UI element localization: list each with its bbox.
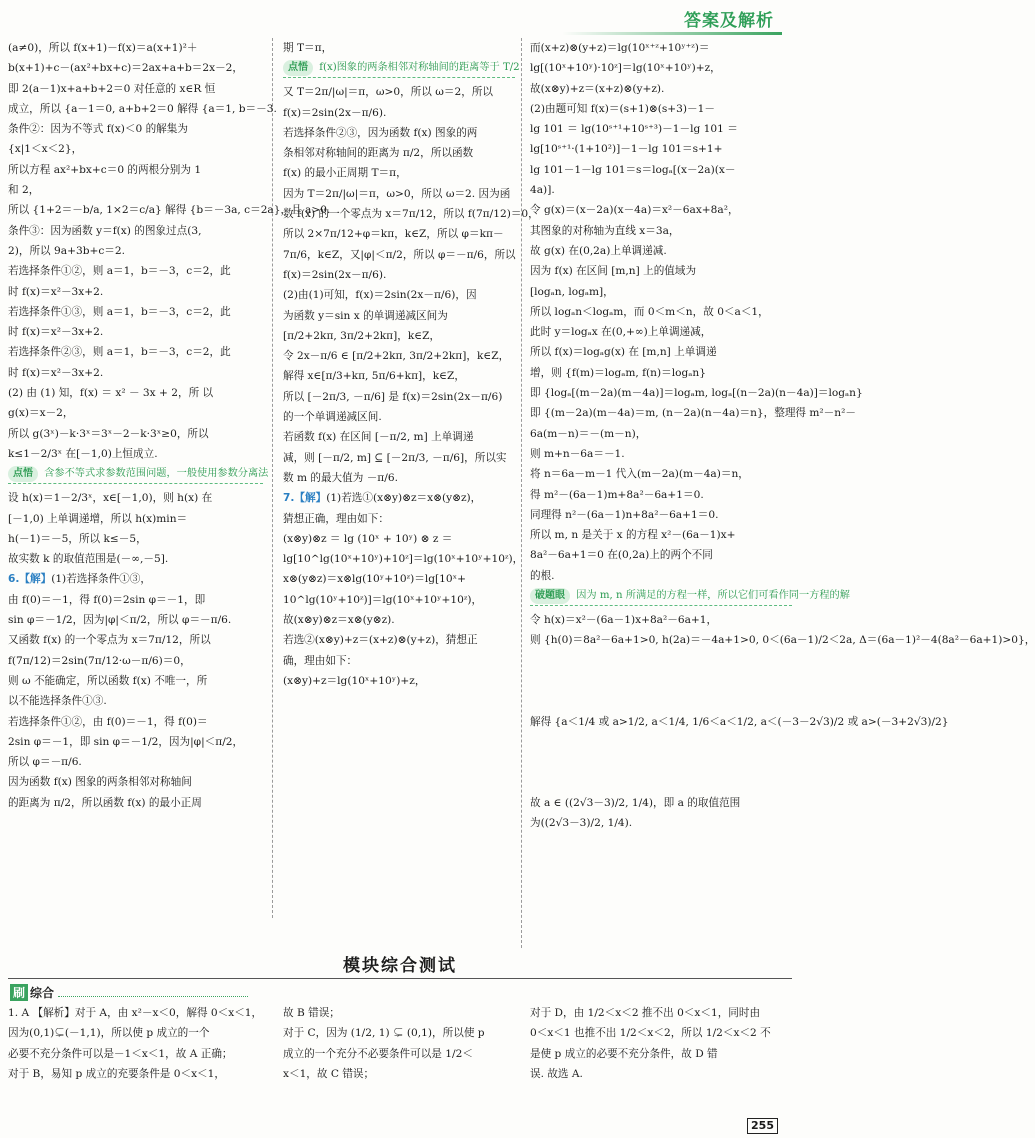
text-line: 所以 g(3ˣ)－k·3ˣ＝3ˣ－2－k·3ˣ≥0，所以 xyxy=(8,427,209,440)
section-badge: 刷 xyxy=(10,984,28,1001)
text-line: 6a(m－n)＝－(m－n)， xyxy=(530,427,647,440)
text-line: 对于 C，因为 (1/2, 1) ⊊ (0,1)，所以使 p xyxy=(283,1027,485,1040)
solution-text xyxy=(8,590,263,813)
text-line: 由 f(0)＝－1，得 f(0)＝2sin φ＝－1，即 xyxy=(8,593,206,606)
text-line: lg[(10ˣ+10ʸ)·10ᶻ]＝lg(10ˣ+10ʸ)+z， xyxy=(530,62,721,75)
text-line: f(x)＝2sin(2x－π/6). xyxy=(283,106,387,119)
text-line: 将 n＝6a－m－1 代入(m－2a)(m－4a)＝n， xyxy=(530,468,749,481)
text-line: 因为函数 f(x) 图象的两条相邻对称轴间 xyxy=(8,776,192,789)
text-line xyxy=(530,752,792,772)
text-line: 令 2x－π/6 ∈ [π/2+2kπ, 3π/2+2kπ]，k∈Z， xyxy=(283,350,510,363)
text-line xyxy=(530,772,792,792)
text-line: 得 m²－(6a－1)m+8a²－6a+1＝0. xyxy=(530,488,704,501)
section-title: 模块综合测试 xyxy=(343,956,457,976)
tip-box xyxy=(8,466,269,484)
tip-tag: 破题眼 xyxy=(530,588,570,604)
text-line: 误. 故选 A. xyxy=(530,1067,583,1080)
text-line: 所以 φ＝－π/6. xyxy=(8,756,82,769)
header-rule xyxy=(562,32,782,35)
text-line: f(7π/12)＝2sin(7π/12·ω－π/6)＝0， xyxy=(8,654,191,667)
text-line: 又 T＝2π/|ω|＝π，ω>0，所以 ω＝2，所以 xyxy=(283,86,493,99)
text-line: [π/2+2kπ, 3π/2+2kπ]，k∈Z， xyxy=(283,329,441,342)
text-line: 的根. xyxy=(530,569,555,582)
text-line: g(x)＝x－2， xyxy=(8,407,74,420)
text-line: 所以方程 ax²+bx+c＝0 的两根分别为 1 xyxy=(8,163,202,176)
text-line: 令 h(x)＝x²－(6a－1)x+8a²－6a+1， xyxy=(530,614,718,627)
text-line: 若选择条件①②，则 a＝1，b＝－3，c＝2，此 xyxy=(8,265,231,278)
text-line: 为函数 y＝sin x 的单调递减区间为 xyxy=(283,309,448,322)
text-line: k≤1－2/3ˣ 在[－1,0)上恒成立. xyxy=(8,447,158,460)
text-line: f(x) 的最小正周期 T＝π， xyxy=(283,167,407,180)
tip-box xyxy=(530,588,850,606)
tip-tag: 点悟 xyxy=(8,466,38,482)
answer-column-3 xyxy=(530,1003,792,1103)
text-line: [logₐn, logₐm]， xyxy=(530,285,614,298)
text-line: 所以 {1+2＝－b/a, 1×2＝c/a} 解得 {b＝－3a, c＝2a}，且 a>0. xyxy=(8,204,331,217)
text-line: 对于 D，由 1/2＜x＜2 推不出 0＜x＜1，同时由 xyxy=(530,1007,761,1019)
question-text: (1)若选①(x⊗y)⊗z＝x⊗(y⊗z)， xyxy=(326,492,482,505)
text-line: 增，则 {f(m)＝logₐm, f(n)＝logₐn} xyxy=(530,366,706,379)
text-line: 成立，所以 {a－1＝0, a+b+2＝0 解得 {a＝1, b＝－3. xyxy=(8,102,277,115)
question-6-heading xyxy=(8,569,263,589)
text-line: 故 a ∈ ((2√3－3)/2, 1/4)，即 a 的取值范围 xyxy=(530,796,741,809)
text-line: [－1,0) 上单调递增，所以 h(x)min＝ xyxy=(8,512,188,525)
tip-text: 含参不等式求参数范围问题，一般使用参数分离法 xyxy=(44,468,269,480)
text-line xyxy=(530,671,792,691)
text-line: lg[10^lg(10ˣ+10ʸ)+10ᶻ]＝lg(10ˣ+10ʸ+10ᶻ)， xyxy=(283,553,524,566)
text-line: (2) 由 (1) 知，f(x) ＝ x² － 3x + 2，所 以 xyxy=(8,387,214,400)
text-line: 成立的一个充分不必要条件可以是 1/2＜ xyxy=(283,1047,473,1060)
page-number: 255 xyxy=(747,1118,778,1134)
question-number: 7. xyxy=(283,492,295,505)
tip-tag: 点悟 xyxy=(283,60,313,76)
text-line: 若选择条件①②，由 f(0)＝－1，得 f(0)＝ xyxy=(8,715,208,728)
text-line: 而(x+z)⊗(y+z)＝lg(10ˣ⁺ᶻ+10ʸ⁺ᶻ)＝ xyxy=(530,42,710,54)
text-line: 时 f(x)＝x²－3x+2. xyxy=(8,285,104,298)
answer-label: 【解】 xyxy=(294,492,327,505)
text-line: 2)，所以 9a+3b+c＝2. xyxy=(8,244,125,257)
column-divider xyxy=(272,38,273,918)
text-line: 和 2， xyxy=(8,184,40,197)
text-line: sin φ＝－1/2，因为|φ|＜π/2，所以 φ＝－π/6. xyxy=(8,614,232,627)
text-line: 1. A 【解析】对于 A，由 x²－x＜0，解得 0＜x＜1， xyxy=(8,1007,263,1019)
text-line: x⊗(y⊗z)＝x⊗lg(10ʸ+10ᶻ)＝lg[10ˣ+ xyxy=(283,573,467,586)
text-line: lg 101－1－lg 101＝s＝logₐ[(x－2a)(x－ xyxy=(530,163,736,176)
text-line: (2)由(1)可知，f(x)＝2sin(2x－π/6)，因 xyxy=(283,289,477,302)
text-line: 猜想正确，理由如下： xyxy=(283,512,389,525)
text-line: 8a²－6a+1＝0 在(0,2a)上的两个不同 xyxy=(530,549,713,562)
text-line: 故 g(x) 在(0,2a)上单调递减. xyxy=(530,244,667,257)
solution-text xyxy=(530,38,863,586)
text-line: 条件③：因为函数 y＝f(x) 的图象过点(3, xyxy=(8,224,202,237)
text-line: 所以 2×7π/12+φ＝kπ，k∈Z，所以 φ＝kπ－ xyxy=(283,228,504,241)
text-line: 条相邻对称轴间的距离为 π/2，所以函数 xyxy=(283,147,474,160)
text-line: 令 g(x)＝(x－2a)(x－4a)＝x²－6ax+8a²， xyxy=(530,204,739,217)
text-line: 若选择条件①③，则 a＝1，b＝－3，c＝2，此 xyxy=(8,305,231,318)
answer-column-2 xyxy=(283,1003,515,1103)
text-line: 条件②：因为不等式 f(x)＜0 的解集为 xyxy=(8,123,188,136)
section-label-text: 综合 xyxy=(30,986,55,1000)
text-line: 所以 m, n 是关于 x 的方程 x²－(6a－1)x+ xyxy=(530,529,736,542)
text-line: 因为(0,1)⊊(－1,1)，所以使 p 成立的一个 xyxy=(8,1027,210,1040)
text-line xyxy=(530,691,792,711)
text-line: 必要不充分条件可以是－1＜x＜1，故 A 正确； xyxy=(8,1047,233,1060)
text-line: 故实数 k 的取值范围是(－∞,－5]. xyxy=(8,553,169,566)
text-line: 对于 B，易知 p 成立的充要条件是 0＜x＜1， xyxy=(8,1067,225,1080)
answer-column-1 xyxy=(8,1003,270,1103)
text-line: 为((2√3－3)/2, 1/4). xyxy=(530,816,633,829)
text-line: 若选择条件②③，因为函数 f(x) 图象的两 xyxy=(283,126,478,139)
solution-text xyxy=(283,38,515,58)
text-line: 0＜x＜1 也推不出 1/2＜x＜2，所以 1/2＜x＜2 不 xyxy=(530,1027,771,1040)
text-line: 若函数 f(x) 在区间 [－π/2, m] 上单调递 xyxy=(283,431,474,444)
header-title: 答案及解析 xyxy=(684,11,774,31)
text-line: lg 101 ＝ lg(10ˢ⁺¹+10ˢ⁺³)－1－lg 101 ＝ xyxy=(530,123,738,136)
text-line: 是使 p 成立的必要不充分条件，故 D 错 xyxy=(530,1047,718,1060)
text-line: 确，理由如下： xyxy=(283,654,358,667)
text-line: 解得 {a＜1/4 或 a>1/2, a＜1/4, 1/6＜a＜1/2, a＜(－3－2√3)/2 或 a>(－3+2√3)/2} xyxy=(530,715,949,728)
question-number: 6. xyxy=(8,573,20,586)
section-label xyxy=(10,984,248,1002)
question-text: (1)若选择条件①③， xyxy=(51,573,151,586)
text-line: b(x+1)+c－(ax²+bx+c)＝2ax+a+b＝2x－2， xyxy=(8,62,243,75)
text-line: 的一个单调递减区间. xyxy=(283,411,382,424)
text-line: 则 m+n－6a＝－1. xyxy=(530,447,625,460)
text-line: 数 f(x) 的一个零点为 x＝7π/12，所以 f(7π/12)＝0， xyxy=(283,208,539,221)
text-line: (2)由题可知 f(x)＝(s+1)⊗(s+3)－1－ xyxy=(530,102,715,115)
solution-text xyxy=(8,488,263,569)
text-line: 所以 logₐn＜logₐm，而 0＜m＜n，故 0＜a＜1， xyxy=(530,305,769,318)
tip-text: 因为 m, n 所满足的方程一样，所以它们可看作同一方程的解 xyxy=(576,590,850,602)
text-line: 若选②(x⊗y)+z＝(x+z)⊗(y+z)，猜想正 xyxy=(283,634,478,647)
text-line: 解得 x∈[π/3+kπ, 5π/6+kπ]，k∈Z， xyxy=(283,370,465,383)
text-line: h(－1)＝－5，所以 k≤－5， xyxy=(8,532,147,545)
solution-text xyxy=(283,509,524,692)
text-line: (x⊗y)⊗z ＝ lg (10ˣ + 10ʸ) ⊗ z ＝ xyxy=(283,532,453,545)
text-line: x＜1，故 C 错误； xyxy=(283,1067,375,1080)
solution-text xyxy=(283,82,539,488)
dotted-rule xyxy=(58,996,248,997)
text-line: 因为 f(x) 在区间 [m,n] 上的值域为 xyxy=(530,265,697,278)
text-line: 10^lg(10ʸ+10ᶻ)]＝lg(10ˣ+10ʸ+10ᶻ)， xyxy=(283,593,483,606)
text-line: 的距离为 π/2，所以函数 f(x) 的最小正周 xyxy=(8,796,202,809)
question-7-heading xyxy=(283,488,515,508)
text-line: 时 f(x)＝x²－3x+2. xyxy=(8,366,104,379)
text-line: 7π/6，k∈Z，又|φ|＜π/2，所以 φ＝－π/6，所以 xyxy=(283,248,516,261)
tip-text: f(x)图象的两条相邻对称轴间的距离等于 T/2 xyxy=(319,62,520,74)
text-line: 所以 [－2π/3, －π/6] 是 f(x)＝2sin(2x－π/6) xyxy=(283,390,503,403)
text-line: 同理得 n²－(6a－1)n+8a²－6a+1＝0. xyxy=(530,508,719,521)
text-line xyxy=(530,651,792,671)
text-line: (a≠0)，所以 f(x+1)－f(x)＝a(x+1)²＋ xyxy=(8,42,198,54)
text-line: 时 f(x)＝x²－3x+2. xyxy=(8,326,104,339)
answer-label: 【解】 xyxy=(19,573,52,586)
text-line: 故(x⊗y)+z＝(x+z)⊗(y+z). xyxy=(530,82,665,95)
text-line: 4a)]. xyxy=(530,184,555,197)
tip-box xyxy=(283,60,520,78)
text-line: 此时 y＝logₐx 在(0,+∞)上单调递减， xyxy=(530,326,712,339)
text-line: 2sin φ＝－1，即 sin φ＝－1/2，因为|φ|＜π/2， xyxy=(8,735,244,748)
section-rule xyxy=(8,978,792,979)
text-line: 以不能选择条件①③. xyxy=(8,695,107,708)
text-line: lg[10ˢ⁺¹·(1+10²)]－1－lg 101＝s+1+ xyxy=(530,143,723,156)
text-line: 若选择条件②③，则 a＝1，b＝－3，c＝2，此 xyxy=(8,346,231,359)
text-line: f(x)＝2sin(2x－π/6). xyxy=(283,268,387,281)
text-line: 期 T＝π， xyxy=(283,42,333,54)
text-line xyxy=(530,732,792,752)
text-line: (x⊗y)+z＝lg(10ˣ+10ʸ)+z， xyxy=(283,674,426,687)
text-line: 其图象的对称轴为直线 x＝3a， xyxy=(530,224,680,237)
column-middle xyxy=(283,38,539,848)
text-line: 又函数 f(x) 的一个零点为 x＝7π/12，所以 xyxy=(8,634,211,647)
text-line: 即 {logₐ[(m－2a)(m－4a)]＝logₐm, logₐ[(n－2a)(n－4a)]＝logₐn} xyxy=(530,387,863,400)
column-right xyxy=(530,38,1035,933)
text-line: 设 h(x)＝1－2/3ˣ，x∈[－1,0)，则 h(x) 在 xyxy=(8,492,213,505)
text-line: 则 ω 不能确定，所以函数 f(x) 不唯一，所 xyxy=(8,674,208,687)
text-line: 则 {h(0)＝8a²－6a+1>0, h(2a)＝－4a+1>0, 0＜(6a－1)/2＜2a, Δ＝(6a－1)²－4(8a²－6a+1)>0}， xyxy=(530,634,1035,647)
text-line: 减，则 [－π/2, m] ⊆ [－2π/3, －π/6]，所以实 xyxy=(283,451,507,464)
text-line: 因为 T＝2π/|ω|＝π，ω>0，所以 ω＝2. 因为函 xyxy=(283,187,511,200)
page-header xyxy=(562,6,782,34)
column-divider xyxy=(521,38,522,948)
solution-text xyxy=(530,610,1035,833)
text-line: 数 m 的最大值为 －π/6. xyxy=(283,471,398,484)
text-line: 即 {(m－2a)(m－4a)＝m, (n－2a)(n－4a)＝n}，整理得 m²－n²－ xyxy=(530,407,856,420)
text-line: 所以 f(x)＝logₐg(x) 在 [m,n] 上单调递 xyxy=(530,346,717,359)
text-line: 故 B 错误； xyxy=(283,1007,340,1019)
text-line: 即 2(a－1)x+a+b+2＝0 对任意的 x∈R 恒 xyxy=(8,82,216,95)
text-line: {x|1＜x＜2}， xyxy=(8,143,83,156)
text-line: 故(x⊗y)⊗z＝x⊗(y⊗z). xyxy=(283,614,395,627)
